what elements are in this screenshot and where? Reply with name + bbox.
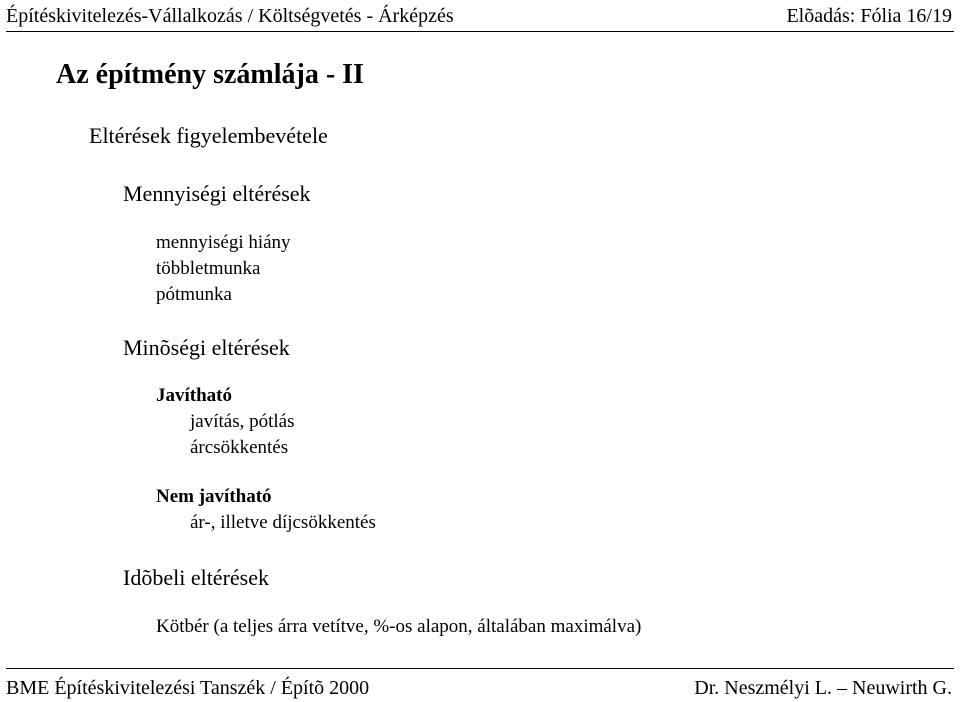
page-title: Az építmény számlája - II: [56, 59, 364, 90]
list-item: árcsökkentés: [190, 437, 289, 458]
quantity-heading: Mennyiségi eltérések: [123, 181, 311, 206]
header-slide-number: Elõadás: Fólia 16/19: [786, 5, 952, 27]
quality-heading: Minõségi eltérések: [123, 335, 290, 360]
list-item: pótmunka: [156, 284, 232, 305]
footer-authors: Dr. Neszmélyi L. – Neuwirth G.: [694, 677, 952, 699]
list-item: többletmunka: [156, 258, 261, 279]
footer-divider: [6, 668, 954, 669]
header-course: Építéskivitelezés-Vállalkozás / Költségvetés - Árképzés: [6, 5, 454, 27]
time-heading: Idõbeli eltérések: [123, 565, 269, 590]
footer-department: BME Építéskivitelezési Tanszék / Építõ 2000: [6, 677, 370, 699]
header-divider: [6, 31, 954, 32]
time-text: Kötbér (a teljes árra vetítve, %-os alapon, általában maximálva): [156, 616, 642, 637]
list-item: mennyiségi hiány: [156, 232, 291, 253]
list-item: ár-, illetve díjcsökkentés: [190, 512, 376, 533]
unfixable-label: Nem javítható: [156, 486, 272, 507]
section-heading: Eltérések figyelembevétele: [89, 123, 328, 148]
list-item: javítás, pótlás: [190, 411, 295, 432]
fixable-label: Javítható: [156, 385, 232, 406]
